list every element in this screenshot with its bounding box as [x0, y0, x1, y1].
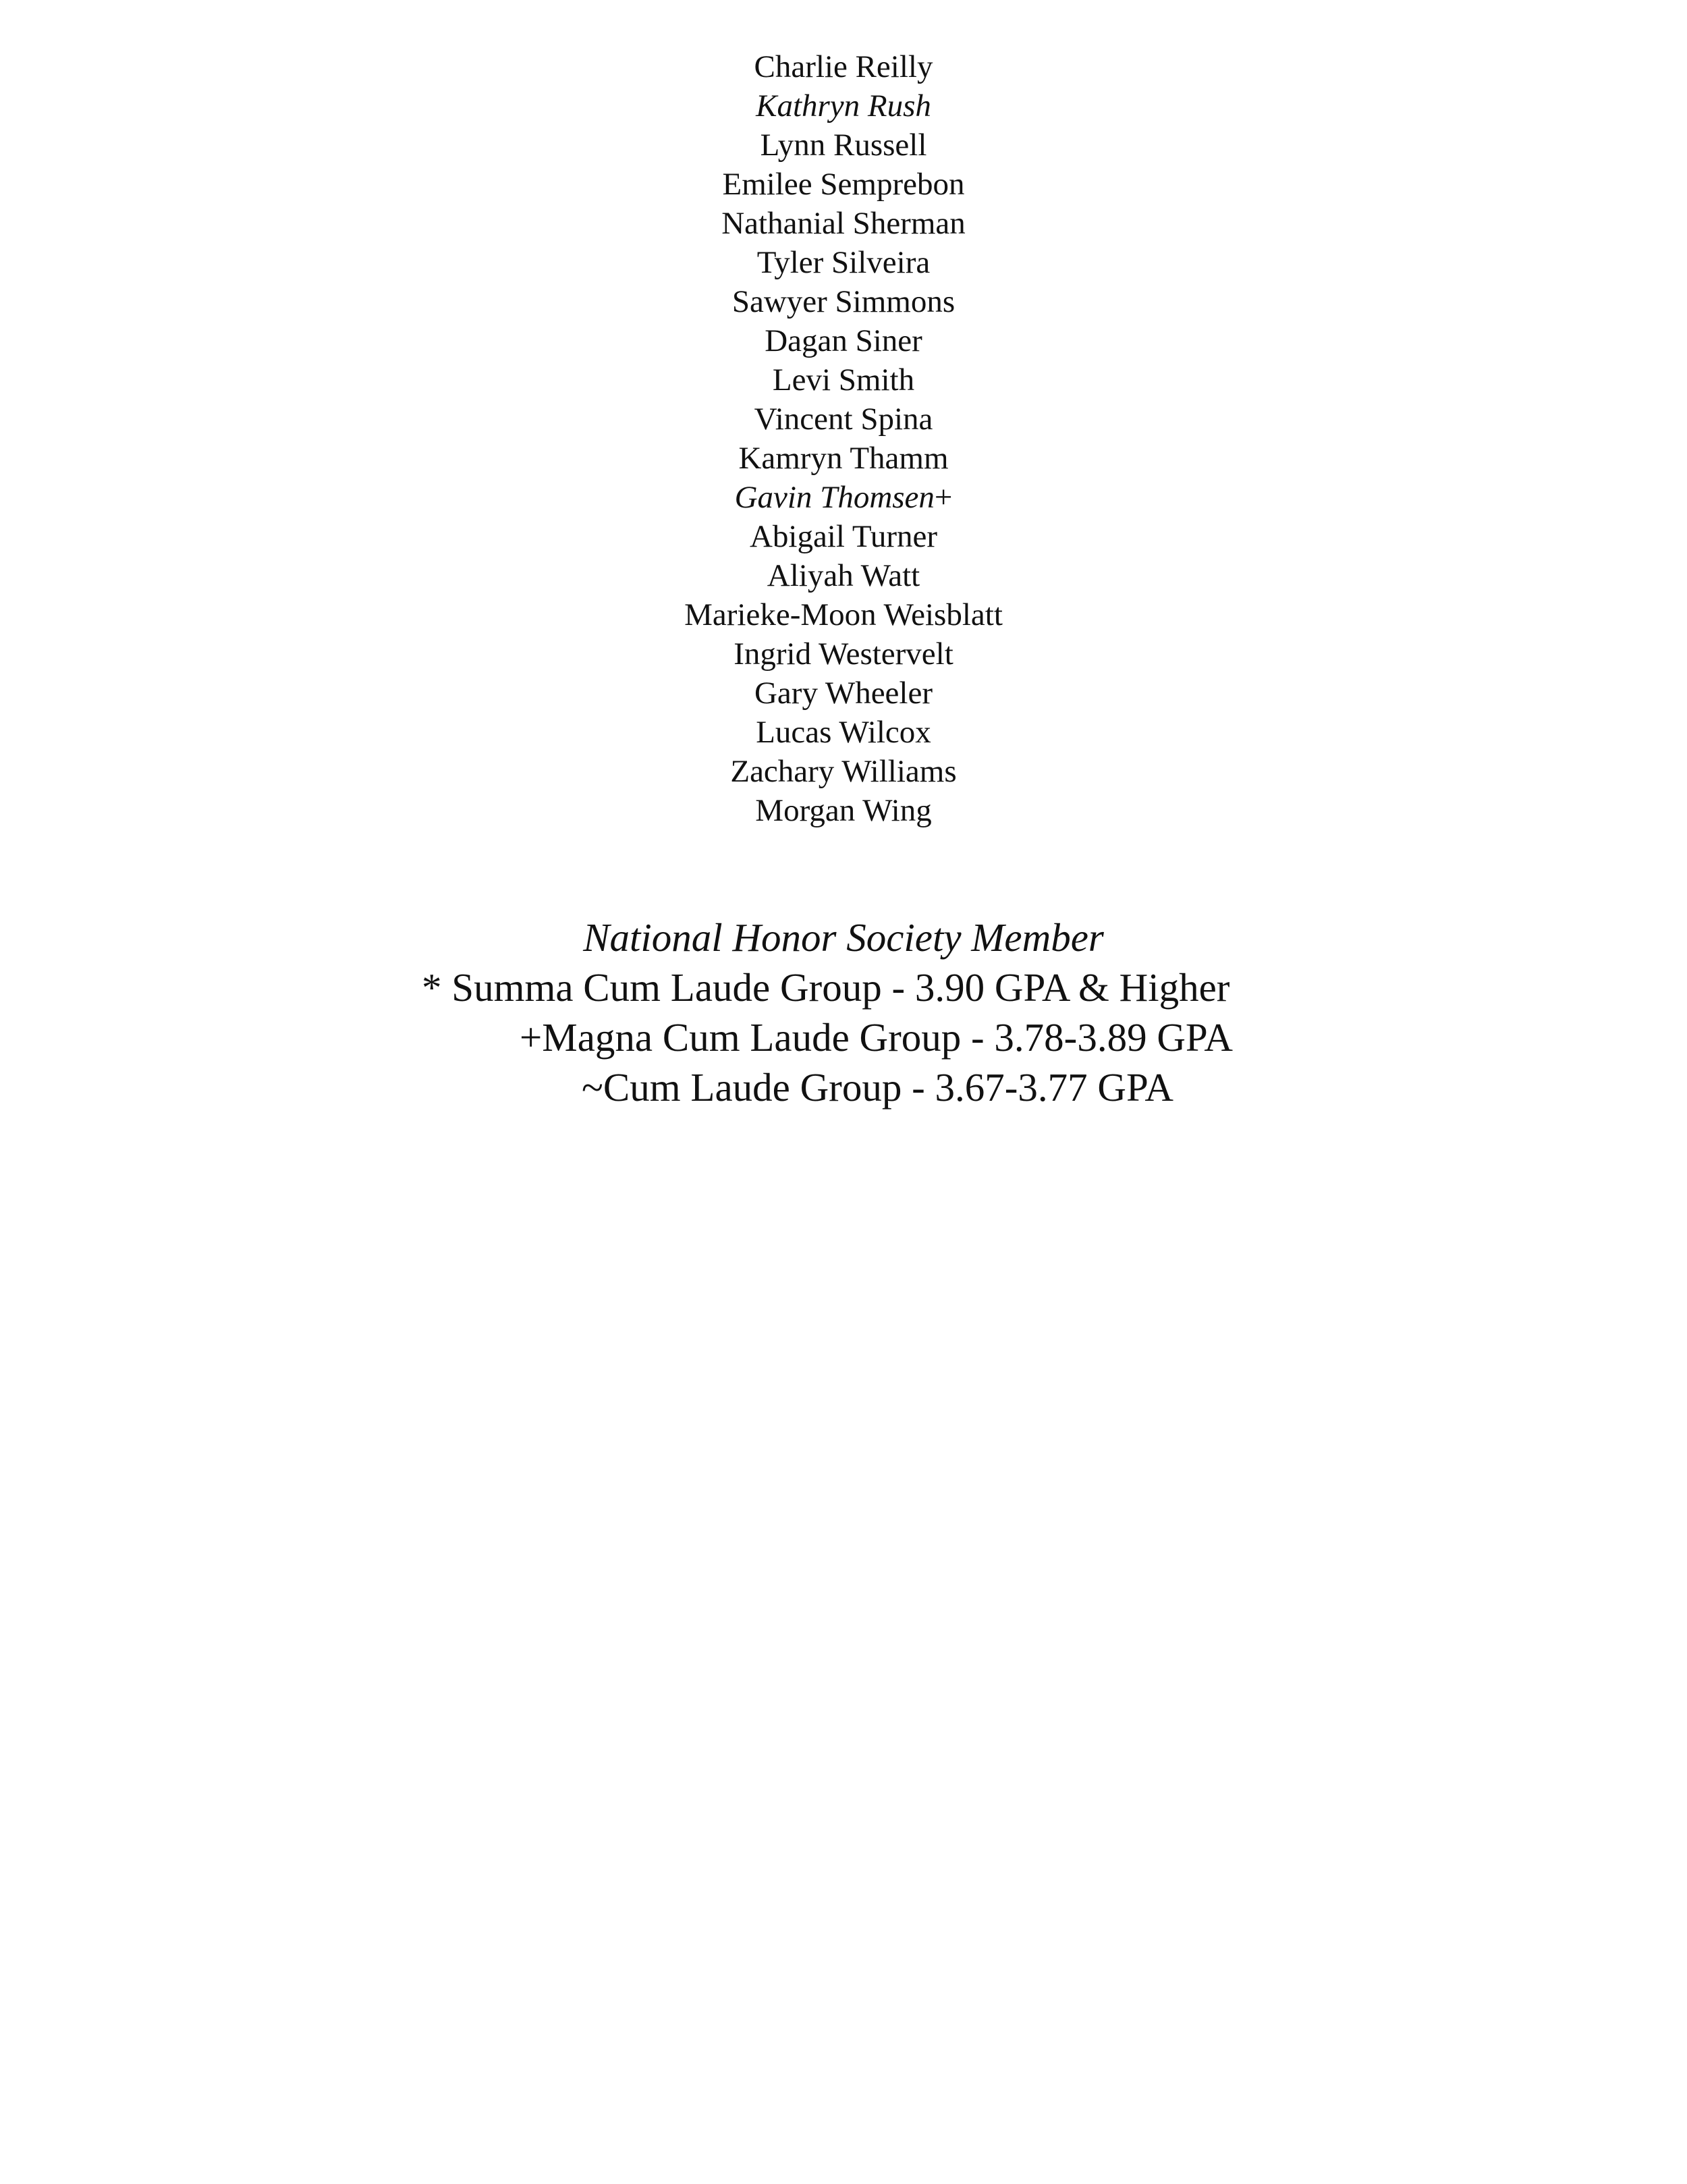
name-text: Marieke-Moon Weisblatt [684, 597, 1003, 632]
name-text: Abigail Turner [749, 519, 938, 554]
name-text: Lucas Wilcox [756, 715, 931, 750]
name-text: Gary Wheeler [754, 676, 933, 711]
graduate-name-list [0, 47, 1687, 830]
name-text: Nathanial Sherman [721, 206, 966, 241]
legend-summa-cum-laude: * Summa Cum Laude Group - 3.90 GPA & Higher [422, 965, 1230, 1010]
name-text: Aliyah Watt [767, 558, 920, 593]
list-item [0, 47, 1687, 86]
legend-magna-cum-laude: +Magna Cum Laude Group - 3.78-3.89 GPA [520, 1015, 1233, 1060]
legend-nhs-member: National Honor Society Member [583, 915, 1104, 960]
list-item [0, 126, 1687, 165]
name-text: Levi Smith [772, 362, 915, 398]
name-text: Lynn Russell [760, 128, 927, 163]
list-item [0, 204, 1687, 243]
name-text: Zachary Williams [730, 754, 957, 789]
list-item [0, 321, 1687, 360]
name-text: Tyler Silveira [756, 245, 931, 280]
list-item [0, 674, 1687, 713]
list-item [0, 478, 1687, 517]
list-item [0, 752, 1687, 791]
list-item [0, 400, 1687, 439]
list-item [0, 86, 1687, 126]
list-item [0, 517, 1687, 556]
list-item [0, 439, 1687, 478]
name-text: Emilee Semprebon [722, 167, 965, 202]
list-item [0, 360, 1687, 400]
list-item [0, 556, 1687, 595]
list-item [0, 595, 1687, 634]
list-item [0, 282, 1687, 321]
name-text: Dagan Siner [765, 323, 922, 358]
list-item [0, 165, 1687, 204]
list-item [0, 713, 1687, 752]
legend-cum-laude: ~Cum Laude Group - 3.67-3.77 GPA [582, 1065, 1173, 1110]
list-item [0, 634, 1687, 674]
name-text: Sawyer Simmons [731, 284, 956, 319]
name-text: Kamryn Thamm [738, 441, 949, 476]
name-text: Charlie Reilly [754, 49, 933, 84]
name-text: Vincent Spina [754, 402, 933, 437]
name-suffix: + [934, 480, 953, 515]
name-text: Kathryn Rush [756, 88, 931, 124]
name-text: Ingrid Westervelt [734, 636, 953, 672]
name-text: Gavin Thomsen [734, 480, 935, 515]
name-text: Morgan Wing [755, 793, 932, 828]
list-item [0, 243, 1687, 282]
list-item [0, 791, 1687, 830]
